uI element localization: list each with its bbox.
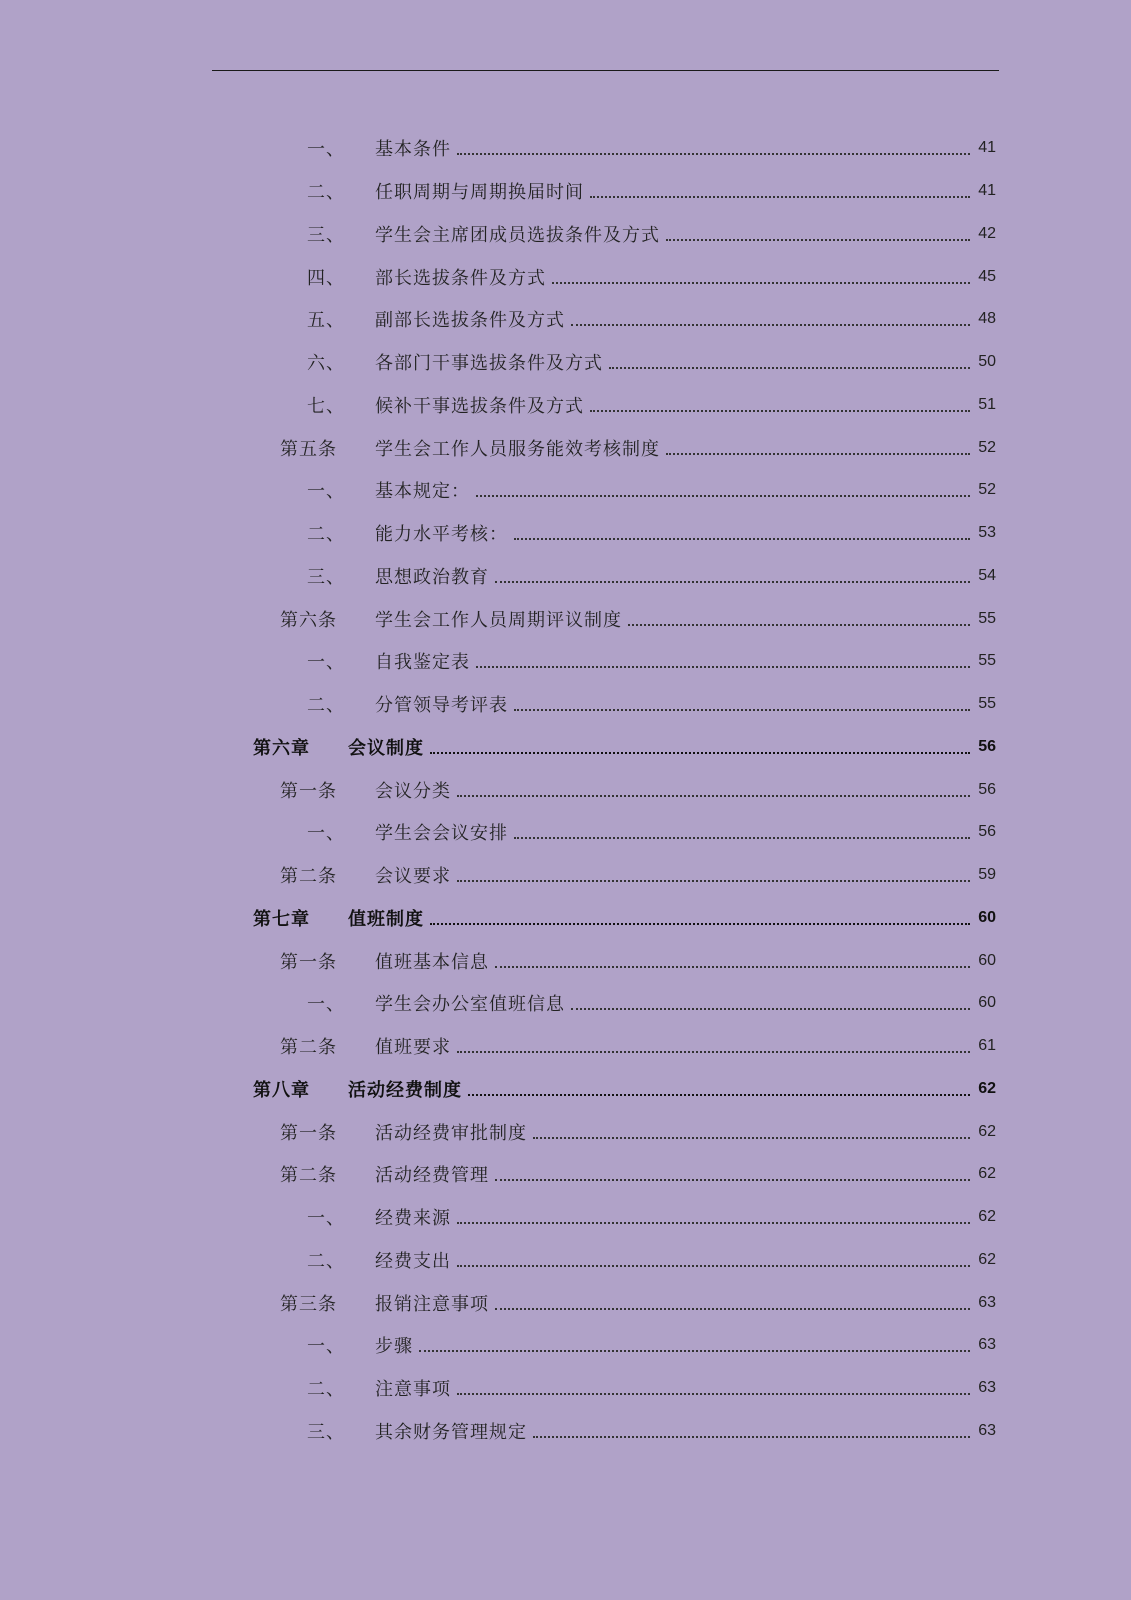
dot-leader — [457, 153, 970, 155]
dot-leader — [476, 666, 970, 668]
toc-entry-number: 一、 — [307, 823, 345, 845]
toc-entry-page: 62 — [978, 1208, 996, 1226]
toc-entry-page: 62 — [978, 1122, 996, 1140]
toc-entry-title: 思想政治教育 — [375, 563, 972, 589]
toc-entry-page: 45 — [978, 267, 996, 285]
toc-entry[interactable] — [0, 384, 1131, 427]
toc-entry-number: 一、 — [307, 481, 345, 503]
toc-entry-number: 二、 — [307, 524, 345, 546]
toc-entry-title: 基本条件 — [375, 135, 972, 161]
toc-entry-page: 56 — [978, 780, 996, 798]
toc-entry-title: 任职周期与周期换届时间 — [375, 178, 972, 204]
toc-entry[interactable] — [0, 768, 1131, 811]
toc-entry-page: 62 — [978, 1079, 996, 1097]
dot-leader — [457, 1222, 970, 1224]
toc-entry-page: 63 — [978, 1336, 996, 1354]
dot-leader — [571, 1008, 970, 1010]
toc-entry-title: 学生会工作人员服务能效考核制度 — [375, 435, 972, 461]
dot-leader — [514, 709, 970, 711]
toc-entry-page: 48 — [978, 310, 996, 328]
dot-leader — [495, 1308, 970, 1310]
toc-entry-page: 60 — [978, 908, 996, 926]
toc-entry-title: 部长选拔条件及方式 — [375, 264, 972, 290]
toc-entry-page: 54 — [978, 566, 996, 584]
toc-entry[interactable] — [0, 1281, 1131, 1324]
dot-leader — [457, 880, 970, 882]
toc-entry-number: 第七章 — [253, 908, 310, 930]
toc-entry-number: 第二条 — [280, 1037, 337, 1059]
toc-entry-title: 候补干事选拔条件及方式 — [375, 392, 972, 418]
toc-entry-number: 第一条 — [280, 780, 337, 802]
toc-entry-page: 61 — [978, 1037, 996, 1055]
toc-entry-number: 第一条 — [280, 951, 337, 973]
toc-entry[interactable] — [0, 469, 1131, 512]
toc-entry-page: 42 — [978, 224, 996, 242]
dot-leader — [666, 239, 970, 241]
dot-leader — [495, 581, 970, 583]
dot-leader — [468, 1094, 970, 1096]
dot-leader — [457, 1393, 970, 1395]
toc-entry[interactable] — [0, 982, 1131, 1025]
header-rule — [212, 70, 999, 71]
dot-leader — [430, 923, 970, 925]
toc-entry[interactable] — [0, 1196, 1131, 1239]
dot-leader — [419, 1350, 970, 1352]
toc-entry-page: 62 — [978, 1250, 996, 1268]
toc-entry[interactable] — [0, 640, 1131, 683]
toc-entry[interactable] — [0, 683, 1131, 726]
toc-entry-title: 会议要求 — [375, 862, 972, 888]
toc-entry-page: 53 — [978, 524, 996, 542]
toc-entry-title: 能力水平考核： — [375, 520, 972, 546]
dot-leader — [609, 367, 970, 369]
toc-entry-page: 55 — [978, 652, 996, 670]
toc-entry-page: 50 — [978, 353, 996, 371]
toc-entry[interactable] — [0, 1110, 1131, 1153]
dot-leader — [514, 837, 970, 839]
toc-entry-number: 六、 — [307, 353, 345, 375]
toc-entry[interactable] — [0, 512, 1131, 555]
toc-entry[interactable] — [0, 255, 1131, 298]
toc-entry-title: 学生会会议安排 — [375, 819, 972, 845]
toc-entry-title: 学生会办公室值班信息 — [375, 990, 972, 1016]
toc-entry-number: 一、 — [307, 1208, 345, 1230]
toc-entry[interactable] — [0, 426, 1131, 469]
toc-entry[interactable] — [0, 1324, 1131, 1367]
toc-entry-title: 分管领导考评表 — [375, 691, 972, 717]
toc-entry-number: 二、 — [307, 1250, 345, 1272]
toc-entry[interactable] — [0, 811, 1131, 854]
dot-leader — [495, 1179, 970, 1181]
toc-entry-title: 值班制度 — [348, 905, 972, 931]
toc-entry[interactable] — [0, 298, 1131, 341]
toc-entry-number: 第二条 — [280, 866, 337, 888]
toc-entry-number: 一、 — [307, 652, 345, 674]
toc-entry-title: 报销注意事项 — [375, 1290, 972, 1316]
toc-entry[interactable] — [0, 170, 1131, 213]
toc-entry-title: 经费支出 — [375, 1247, 972, 1273]
toc-entry-title: 自我鉴定表 — [375, 648, 972, 674]
toc-entry-number: 第八章 — [253, 1079, 310, 1101]
toc-entry-title: 值班基本信息 — [375, 948, 972, 974]
toc-entry-title: 经费来源 — [375, 1204, 972, 1230]
dot-leader — [457, 1051, 970, 1053]
toc-entry-page: 41 — [978, 139, 996, 157]
toc-entry-title: 会议制度 — [348, 734, 972, 760]
dot-leader — [430, 752, 970, 754]
toc-entry-title: 值班要求 — [375, 1033, 972, 1059]
toc-entry-title: 学生会主席团成员选拔条件及方式 — [375, 221, 972, 247]
dot-leader — [457, 795, 970, 797]
dot-leader — [590, 410, 970, 412]
toc-entry[interactable] — [0, 213, 1131, 256]
toc-entry-title: 各部门干事选拔条件及方式 — [375, 349, 972, 375]
dot-leader — [590, 196, 970, 198]
toc-entry-page: 59 — [978, 866, 996, 884]
toc-entry-page: 41 — [978, 182, 996, 200]
toc-entry-page: 63 — [978, 1379, 996, 1397]
toc-entry-number: 五、 — [307, 310, 345, 332]
toc-entry-number: 二、 — [307, 1379, 345, 1401]
toc-entry-page: 56 — [978, 823, 996, 841]
toc-entry-page: 56 — [978, 737, 996, 755]
toc-entry[interactable] — [0, 1025, 1131, 1068]
toc-entry-number: 一、 — [307, 139, 345, 161]
toc-entry[interactable] — [0, 1410, 1131, 1453]
toc-entry-number: 二、 — [307, 182, 345, 204]
dot-leader — [628, 624, 970, 626]
toc-entry-number: 第三条 — [280, 1293, 337, 1315]
toc-entry-title: 其余财务管理规定 — [375, 1418, 972, 1444]
toc-entry-page: 55 — [978, 609, 996, 627]
toc-entry[interactable] — [0, 1239, 1131, 1282]
toc-entry-page: 60 — [978, 994, 996, 1012]
toc-entry-number: 第二条 — [280, 1165, 337, 1187]
dot-leader — [533, 1137, 970, 1139]
toc-entry-number: 三、 — [307, 566, 345, 588]
dot-leader — [514, 538, 970, 540]
toc-entry-number: 七、 — [307, 395, 345, 417]
toc-entry[interactable] — [0, 939, 1131, 982]
toc-entry-page: 60 — [978, 951, 996, 969]
toc-chapter-entry[interactable] — [0, 897, 1131, 940]
toc-entry-page: 51 — [978, 395, 996, 413]
toc-entry-page: 52 — [978, 481, 996, 499]
toc-entry-title: 学生会工作人员周期评议制度 — [375, 606, 972, 632]
table-of-contents — [0, 127, 1131, 1452]
toc-entry[interactable] — [0, 341, 1131, 384]
toc-entry-page: 62 — [978, 1165, 996, 1183]
toc-entry-title: 步骤 — [375, 1332, 972, 1358]
toc-entry-title: 会议分类 — [375, 777, 972, 803]
toc-entry-number: 第一条 — [280, 1122, 337, 1144]
toc-entry-title: 活动经费审批制度 — [375, 1119, 972, 1145]
toc-entry-number: 三、 — [307, 1421, 345, 1443]
toc-entry-page: 63 — [978, 1421, 996, 1439]
toc-entry-title: 副部长选拔条件及方式 — [375, 306, 972, 332]
toc-entry[interactable] — [0, 127, 1131, 170]
toc-entry-number: 第六条 — [280, 609, 337, 631]
toc-entry-page: 52 — [978, 438, 996, 456]
toc-entry-number: 第五条 — [280, 438, 337, 460]
toc-entry-number: 第六章 — [253, 737, 310, 759]
toc-entry-title: 活动经费制度 — [348, 1076, 972, 1102]
toc-entry-page: 63 — [978, 1293, 996, 1311]
dot-leader — [457, 1265, 970, 1267]
dot-leader — [666, 453, 970, 455]
toc-entry-number: 二、 — [307, 695, 345, 717]
toc-entry[interactable] — [0, 597, 1131, 640]
dot-leader — [533, 1436, 970, 1438]
toc-entry-title: 基本规定： — [375, 477, 972, 503]
toc-entry-title: 注意事项 — [375, 1375, 972, 1401]
dot-leader — [552, 282, 970, 284]
toc-entry-number: 三、 — [307, 224, 345, 246]
toc-entry-page: 55 — [978, 695, 996, 713]
toc-entry[interactable] — [0, 1153, 1131, 1196]
toc-entry-number: 四、 — [307, 267, 345, 289]
dot-leader — [495, 966, 970, 968]
toc-entry-number: 一、 — [307, 1336, 345, 1358]
toc-entry-number: 一、 — [307, 994, 345, 1016]
toc-chapter-entry[interactable] — [0, 1068, 1131, 1111]
toc-entry[interactable] — [0, 854, 1131, 897]
dot-leader — [476, 495, 970, 497]
toc-entry-title: 活动经费管理 — [375, 1161, 972, 1187]
toc-entry[interactable] — [0, 1367, 1131, 1410]
toc-chapter-entry[interactable] — [0, 726, 1131, 769]
toc-entry[interactable] — [0, 555, 1131, 598]
dot-leader — [571, 324, 970, 326]
